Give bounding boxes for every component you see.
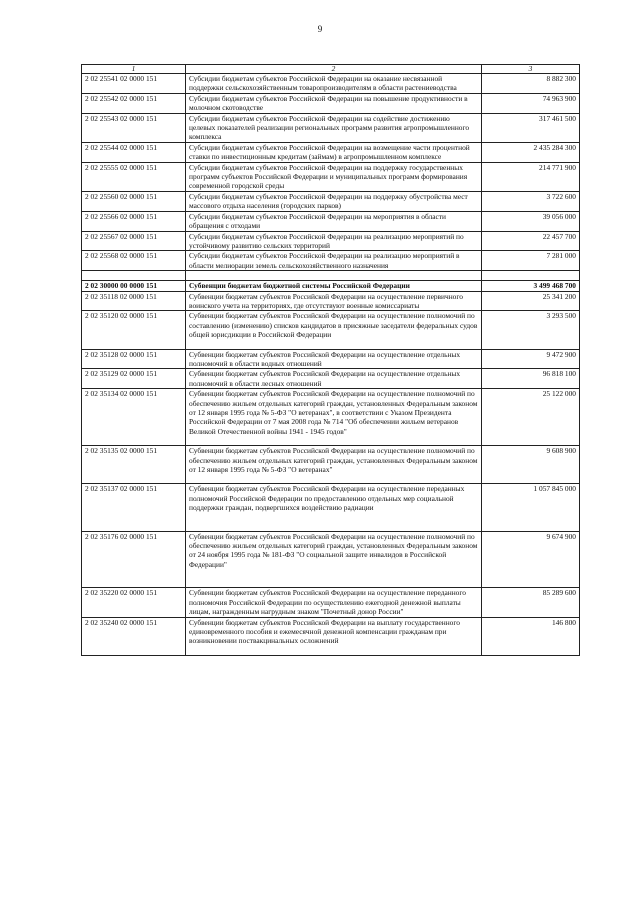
code-cell: 2 02 25555 02 0000 151 bbox=[82, 162, 186, 191]
table-row bbox=[82, 191, 580, 211]
description-cell: Субвенции бюджетам субъектов Российской Федерации на осуществление полномочий по обеспечению жильем отдельных категорий граждан, установленных Федеральным законом от 12 января 1995 года № 5-ФЗ "О ветеранах", в соответствии с Указом Президента Российской Федерации от 7 мая 2008 года № 714 "Об обеспечении жильем ветеранов Великой Отечественной войны 1941 - 1945 годов" bbox=[186, 389, 482, 446]
header-col-3: 3 bbox=[482, 65, 580, 74]
header-col-2: 2 bbox=[186, 65, 482, 74]
description-cell: Субсидии бюджетам субъектов Российской Федерации на оказание несвязанной поддержки сельскохозяйственным товаропроизводителям в области растениеводства bbox=[186, 74, 482, 94]
description-cell: Субвенции бюджетам субъектов Российской Федерации на осуществление отдельных полномочий в области водных отношений bbox=[186, 349, 482, 369]
code-cell: 2 02 35120 02 0000 151 bbox=[82, 311, 186, 349]
code-cell: 2 02 25566 02 0000 151 bbox=[82, 211, 186, 231]
table-row bbox=[82, 93, 580, 113]
table-row bbox=[82, 142, 580, 162]
description-cell: Субвенции бюджетам субъектов Российской Федерации на осуществление первичного воинского учета на территориях, где отсутствуют военные комиссариаты bbox=[186, 291, 482, 311]
table-row bbox=[82, 531, 580, 588]
description-cell: Субвенции бюджетам бюджетной системы Российской Федерации bbox=[186, 281, 482, 291]
code-cell: 2 02 35118 02 0000 151 bbox=[82, 291, 186, 311]
table-row bbox=[82, 113, 580, 142]
description-cell: Субвенции бюджетам субъектов Российской Федерации на осуществление переданного полномочия Российской Федерации по осуществлению ежегодной денежной выплаты лицам, награжденным нагрудным знаком "Почетный донор России" bbox=[186, 588, 482, 617]
amount-cell: 9 608 900 bbox=[482, 446, 580, 484]
code-cell: 2 02 25560 02 0000 151 bbox=[82, 191, 186, 211]
description-cell: Субсидии бюджетам субъектов Российской Федерации на мероприятия в области обращения с отходами bbox=[186, 211, 482, 231]
budget-table bbox=[81, 64, 580, 656]
table-row bbox=[82, 311, 580, 349]
table-row bbox=[82, 617, 580, 655]
code-cell: 2 02 25541 02 0000 151 bbox=[82, 74, 186, 94]
code-cell: 2 02 25543 02 0000 151 bbox=[82, 113, 186, 142]
table-row bbox=[82, 281, 580, 291]
header-col-1: 1 bbox=[82, 65, 186, 74]
description-cell: Субсидии бюджетам субъектов Российской Федерации на содействие достижению целевых показателей реализации региональных программ развития агропромышленного комплекса bbox=[186, 113, 482, 142]
code-cell: 2 02 35240 02 0000 151 bbox=[82, 617, 186, 655]
description-cell: Субвенции бюджетам субъектов Российской Федерации на осуществление полномочий по составлению (изменению) списков кандидатов в присяжные заседатели федеральных судов общей юрисдикции в Российской Федерации bbox=[186, 311, 482, 349]
amount-cell: 96 818 100 bbox=[482, 369, 580, 389]
code-cell bbox=[82, 271, 186, 281]
table-row bbox=[82, 291, 580, 311]
description-cell: Субвенции бюджетам субъектов Российской Федерации на осуществление переданных полномочий Российской Федерации по предоставлению отдельных мер социальной поддержки граждан, подвергшихся воздействию радиации bbox=[186, 484, 482, 531]
code-cell: 2 02 35129 02 0000 151 bbox=[82, 369, 186, 389]
amount-cell: 7 281 000 bbox=[482, 251, 580, 271]
amount-cell: 1 057 845 000 bbox=[482, 484, 580, 531]
amount-cell bbox=[482, 271, 580, 281]
table-row bbox=[82, 211, 580, 231]
code-cell: 2 02 35137 02 0000 151 bbox=[82, 484, 186, 531]
amount-cell: 3 722 600 bbox=[482, 191, 580, 211]
amount-cell: 3 499 468 700 bbox=[482, 281, 580, 291]
amount-cell: 2 435 284 300 bbox=[482, 142, 580, 162]
code-cell: 2 02 35176 02 0000 151 bbox=[82, 531, 186, 588]
table-header-row bbox=[82, 65, 580, 74]
description-cell bbox=[186, 271, 482, 281]
description-cell: Субсидии бюджетам субъектов Российской Федерации на поддержку обустройства мест массового отдыха населения (городских парков) bbox=[186, 191, 482, 211]
amount-cell: 39 056 000 bbox=[482, 211, 580, 231]
description-cell: Субсидии бюджетам субъектов Российской Федерации на возмещение части процентной ставки по инвестиционным кредитам (займам) в агропромышленном комплексе bbox=[186, 142, 482, 162]
description-cell: Субсидии бюджетам субъектов Российской Федерации на поддержку государственных программ субъектов Российской Федерации и муниципальных программ формирования современной городской среды bbox=[186, 162, 482, 191]
amount-cell: 9 472 900 bbox=[482, 349, 580, 369]
code-cell: 2 02 35134 02 0000 151 bbox=[82, 389, 186, 446]
amount-cell: 22 457 700 bbox=[482, 231, 580, 251]
table-row bbox=[82, 251, 580, 271]
amount-cell: 3 293 500 bbox=[482, 311, 580, 349]
amount-cell: 146 800 bbox=[482, 617, 580, 655]
code-cell: 2 02 30000 00 0000 151 bbox=[82, 281, 186, 291]
description-cell: Субсидии бюджетам субъектов Российской Федерации на реализацию мероприятий в области мелиорации земель сельскохозяйственного назначения bbox=[186, 251, 482, 271]
amount-cell: 25 122 000 bbox=[482, 389, 580, 446]
table-row bbox=[82, 349, 580, 369]
code-cell: 2 02 25568 02 0000 151 bbox=[82, 251, 186, 271]
spacer-row bbox=[82, 271, 580, 281]
table-row bbox=[82, 389, 580, 446]
code-cell: 2 02 25567 02 0000 151 bbox=[82, 231, 186, 251]
description-cell: Субвенции бюджетам субъектов Российской Федерации на осуществление отдельных полномочий в области лесных отношений bbox=[186, 369, 482, 389]
amount-cell: 317 461 500 bbox=[482, 113, 580, 142]
description-cell: Субсидии бюджетам субъектов Российской Федерации на реализацию мероприятий по устойчивому развитию сельских территорий bbox=[186, 231, 482, 251]
table-row bbox=[82, 231, 580, 251]
table-row bbox=[82, 369, 580, 389]
description-cell: Субвенции бюджетам субъектов Российской Федерации на осуществление полномочий по обеспечению жильем отдельных категорий граждан, установленных Федеральным законом от 12 января 1995 года № 5-ФЗ "О ветеранах" bbox=[186, 446, 482, 484]
table-row bbox=[82, 74, 580, 94]
table-row bbox=[82, 588, 580, 617]
code-cell: 2 02 35128 02 0000 151 bbox=[82, 349, 186, 369]
table-row bbox=[82, 484, 580, 531]
table-row bbox=[82, 162, 580, 191]
amount-cell: 214 771 900 bbox=[482, 162, 580, 191]
page-number: 9 bbox=[317, 24, 323, 34]
description-cell: Субвенции бюджетам субъектов Российской Федерации на выплату государственного единовременного пособия и ежемесячной денежной компенсации гражданам при возникновении поствакцинальных осложнений bbox=[186, 617, 482, 655]
amount-cell: 74 963 900 bbox=[482, 93, 580, 113]
amount-cell: 25 341 200 bbox=[482, 291, 580, 311]
description-cell: Субсидии бюджетам субъектов Российской Федерации на повышение продуктивности в молочном скотоводстве bbox=[186, 93, 482, 113]
code-cell: 2 02 35220 02 0000 151 bbox=[82, 588, 186, 617]
description-cell: Субвенции бюджетам субъектов Российской Федерации на осуществление полномочий по обеспечению жильем отдельных категорий граждан, установленных Федеральным законом от 24 ноября 1995 года № 181-ФЗ "О социальной защите инвалидов в Российской Федерации" bbox=[186, 531, 482, 588]
amount-cell: 9 674 900 bbox=[482, 531, 580, 588]
code-cell: 2 02 25542 02 0000 151 bbox=[82, 93, 186, 113]
code-cell: 2 02 35135 02 0000 151 bbox=[82, 446, 186, 484]
amount-cell: 8 882 300 bbox=[482, 74, 580, 94]
code-cell: 2 02 25544 02 0000 151 bbox=[82, 142, 186, 162]
table-row bbox=[82, 446, 580, 484]
amount-cell: 85 289 600 bbox=[482, 588, 580, 617]
